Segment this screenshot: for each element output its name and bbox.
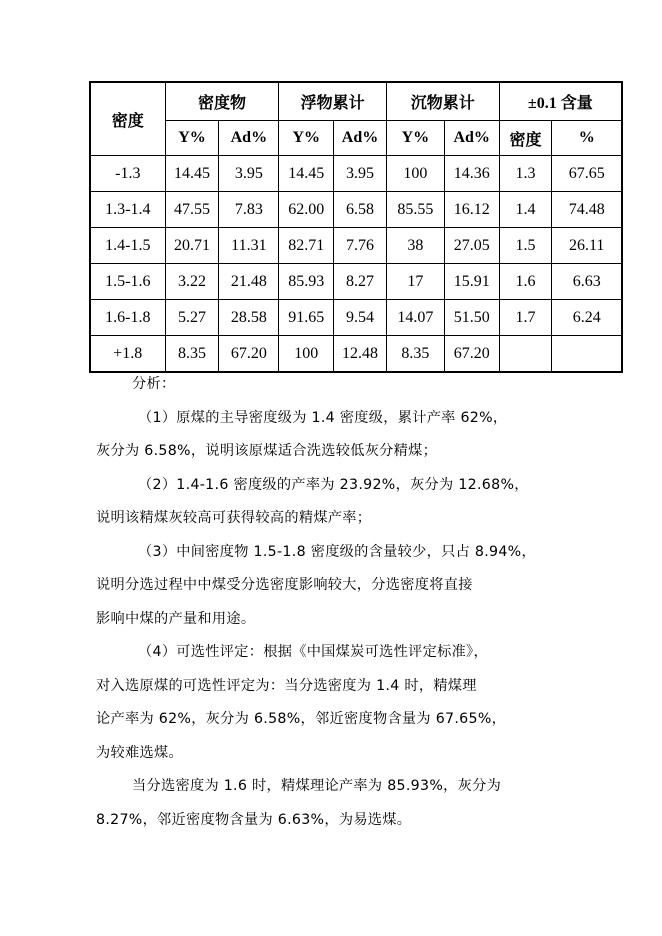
table-cell: 28.58	[219, 300, 279, 336]
table-cell: 67.20	[219, 336, 279, 373]
table-cell: 9.54	[334, 300, 387, 336]
table-cell: 8.35	[386, 336, 444, 373]
table-cell	[552, 336, 622, 373]
analysis-line: （4）可选性评定：根据《中国煤炭可选性评定标准》，	[138, 644, 488, 660]
table-cell: 3.22	[165, 264, 219, 300]
analysis-line: 8.27%，邻近密度物含量为 6.63%，为易选煤。	[96, 811, 412, 828]
table-cell: 15.91	[444, 264, 499, 300]
subheader-cell: 密度	[499, 121, 552, 156]
header-sink-cumulative: 沉物累计	[386, 82, 499, 121]
table-row	[90, 336, 622, 373]
table-cell: 6.63	[552, 264, 622, 300]
analysis-line: 灰分为 6.58%，说明该原煤适合洗选较低灰分精煤；	[96, 443, 438, 459]
table-cell: 7.76	[334, 228, 387, 264]
table-header-row-2	[90, 121, 622, 156]
table-header-row-1	[90, 82, 622, 121]
table-cell: 67.20	[444, 336, 499, 373]
subheader-cell: %	[552, 121, 622, 156]
table-row	[90, 264, 622, 300]
table-cell: 100	[386, 156, 444, 192]
analysis-line: 对入选原煤的可选性评定为：当分选密度为 1.4 时，精煤理	[96, 677, 477, 694]
analysis-line: 为较难选煤。	[96, 744, 183, 761]
table-cell: 38	[386, 228, 444, 264]
table-cell: 27.05	[444, 228, 499, 264]
table-cell: 1.6	[499, 264, 552, 300]
table-cell: 82.71	[279, 228, 334, 264]
table-cell: 26.11	[552, 228, 622, 264]
table-cell: 6.24	[552, 300, 622, 336]
table-cell: 67.65	[552, 156, 622, 192]
analysis-line: 说明该精煤灰较高可获得较高的精煤产率；	[96, 510, 372, 526]
analysis-line: 论产率为 62%，灰分为 6.58%，邻近密度物含量为 67.65%，	[96, 711, 507, 727]
subheader-cell: Ad%	[334, 121, 387, 156]
table-cell: 100	[279, 336, 334, 373]
table-cell: 8.35	[165, 336, 219, 373]
table-cell: 1.4	[499, 192, 552, 228]
analysis-line: （1）原煤的主导密度级为 1.4 密度级，累计产率 62%，	[138, 409, 508, 426]
density-analysis-table	[89, 81, 623, 373]
table-cell: 3.95	[334, 156, 387, 192]
analysis-line: （3）中间密度物 1.5-1.8 密度级的含量较少，只占 8.94%，	[138, 543, 536, 560]
table-cell: 21.48	[219, 264, 279, 300]
density-range-cell: 1.4-1.5	[90, 228, 165, 264]
table-row	[90, 228, 622, 264]
table-cell: 14.07	[386, 300, 444, 336]
table-row	[90, 156, 622, 192]
table-cell: 47.55	[165, 192, 219, 228]
analysis-line: 影响中煤的产量和用途。	[96, 610, 256, 627]
header-pm01-content: ±0.1 含量	[499, 82, 622, 121]
analysis-line: （2）1.4-1.6 密度级的产率为 23.92%，灰分为 12.68%，	[138, 476, 529, 493]
table-row	[90, 300, 622, 336]
table-row	[90, 192, 622, 228]
subheader-cell: Ad%	[219, 121, 279, 156]
header-density-material: 密度物	[165, 82, 279, 121]
density-range-cell: +1.8	[90, 336, 165, 373]
table-cell: 85.55	[386, 192, 444, 228]
subheader-cell: Y%	[279, 121, 334, 156]
table-cell: 62.00	[279, 192, 334, 228]
table-cell: 1.3	[499, 156, 552, 192]
density-range-cell: 1.5-1.6	[90, 264, 165, 300]
table-cell: 14.45	[165, 156, 219, 192]
table-cell: 12.48	[334, 336, 387, 373]
subheader-cell: Y%	[386, 121, 444, 156]
table-cell: 1.7	[499, 300, 552, 336]
analysis-text	[96, 368, 596, 837]
table-cell: 16.12	[444, 192, 499, 228]
subheader-cell: Ad%	[444, 121, 499, 156]
table-cell: 14.45	[279, 156, 334, 192]
table-cell: 14.36	[444, 156, 499, 192]
table-cell	[499, 336, 552, 373]
table-cell: 5.27	[165, 300, 219, 336]
table-cell: 3.95	[219, 156, 279, 192]
table-cell: 8.27	[334, 264, 387, 300]
table-cell: 85.93	[279, 264, 334, 300]
table-cell: 1.5	[499, 228, 552, 264]
analysis-heading: 分析：	[132, 376, 176, 392]
table-cell: 91.65	[279, 300, 334, 336]
analysis-line: 当分选密度为 1.6 时，精煤理论产率为 85.93%，灰分为	[132, 778, 502, 794]
header-density: 密度	[90, 82, 165, 156]
subheader-cell: Y%	[165, 121, 219, 156]
table-cell: 51.50	[444, 300, 499, 336]
density-range-cell: 1.3-1.4	[90, 192, 165, 228]
table-cell: 11.31	[219, 228, 279, 264]
density-range-cell: -1.3	[90, 156, 165, 192]
header-float-cumulative: 浮物累计	[279, 82, 387, 121]
table-cell: 17	[386, 264, 444, 300]
table-cell: 7.83	[219, 192, 279, 228]
analysis-line: 说明分选过程中中煤受分选密度影响较大，分选密度将直接	[96, 577, 473, 593]
table-cell: 6.58	[334, 192, 387, 228]
table-cell: 74.48	[552, 192, 622, 228]
density-range-cell: 1.6-1.8	[90, 300, 165, 336]
table-cell: 20.71	[165, 228, 219, 264]
